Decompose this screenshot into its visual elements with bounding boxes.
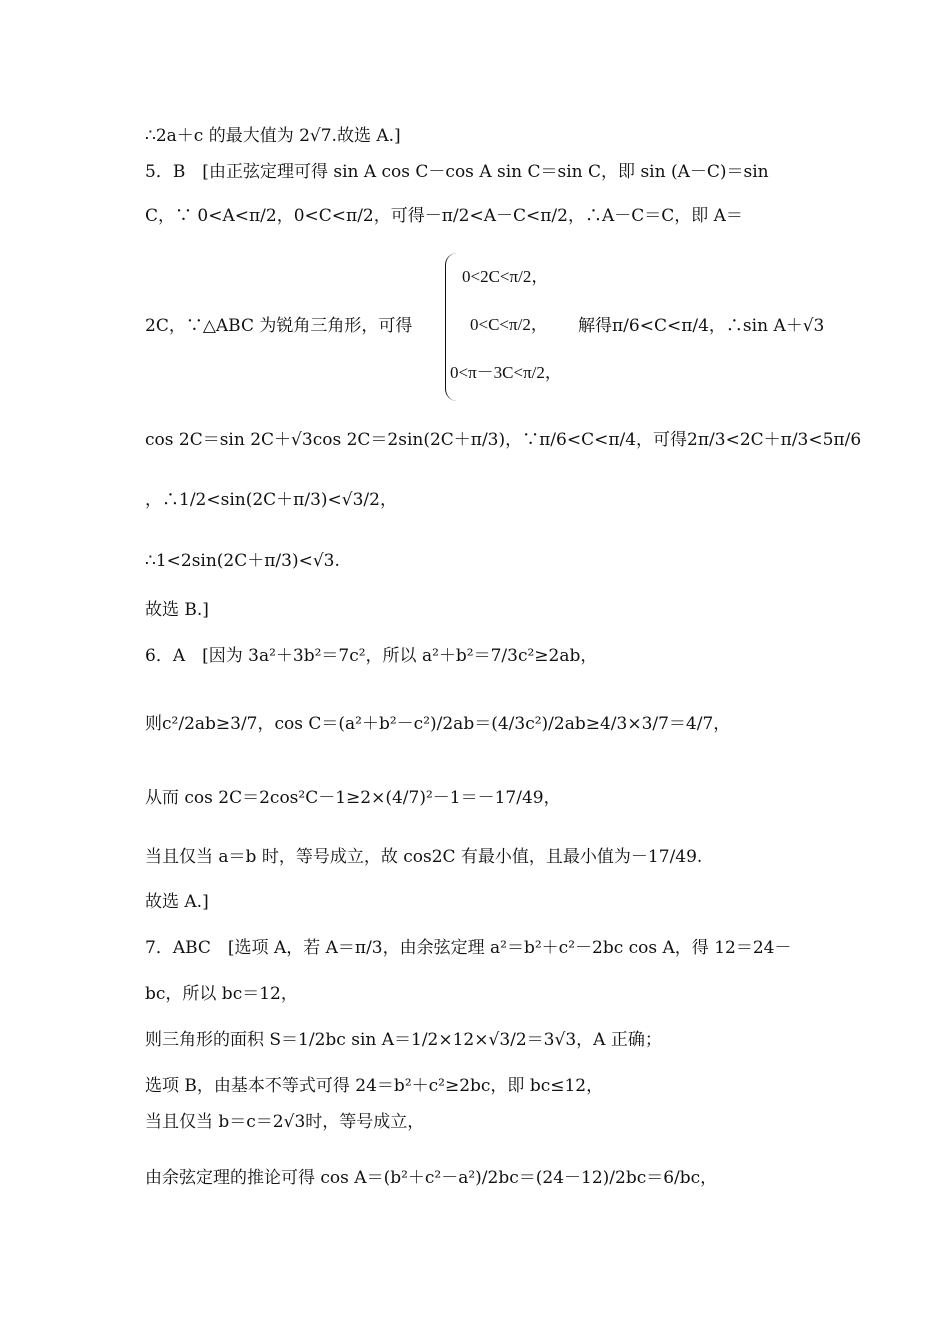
text-line-6 xyxy=(145,488,805,512)
text-line-18 xyxy=(145,1110,805,1134)
line-3-text: C，∵ 0<A<π/2，0<C<π/2，可得－π/2<A－C<π/2，∴A－C＝C，即 A＝ xyxy=(145,206,743,226)
text-line-8 xyxy=(145,598,805,622)
text-line-17 xyxy=(145,1074,805,1098)
text-line-12 xyxy=(145,845,805,869)
line-4-right: 解得π/6<C<π/4，∴sin A＋√3 xyxy=(578,316,825,336)
line-14-text: 7．ABC [选项 A，若 A＝π/3，由余弦定理 a²＝b²＋c²－2bc cos A，得 12＝24－ xyxy=(145,938,792,958)
text-line-9 xyxy=(145,644,805,668)
text-line-7 xyxy=(145,549,805,573)
text-line-1 xyxy=(145,124,805,148)
line-9-text: 6．A [因为 3a²＋3b²＝7c²，所以 a²＋b²＝7/3c²≥2ab， xyxy=(145,646,598,666)
line-12-text: 当且仅当 a＝b 时，等号成立，故 cos2C 有最小值，且最小值为－17/49. xyxy=(145,847,703,867)
line-4-left: 2C，∵△ABC 为锐角三角形，可得 xyxy=(145,316,413,336)
text-line-5 xyxy=(145,428,862,452)
text-line-3 xyxy=(145,204,805,228)
line-15-text: bc，所以 bc＝12， xyxy=(145,984,298,1004)
text-line-11 xyxy=(145,786,805,810)
case-2: 0<C<π/2， xyxy=(470,315,548,334)
line-19-text: 由余弦定理的推论可得 cos A＝(b²＋c²－a²)/2bc＝(24－12)/2bc＝6/bc， xyxy=(145,1168,718,1188)
line-6-text: ，∴1/2<sin(2C＋π/3)<√3/2， xyxy=(145,490,397,510)
text-line-10 xyxy=(145,712,805,736)
text-line-4-right xyxy=(578,314,825,338)
text-line-19 xyxy=(145,1166,805,1190)
line-18-text: 当且仅当 b＝c＝2√3时，等号成立， xyxy=(145,1112,425,1132)
case-1: 0<2C<π/2， xyxy=(462,267,549,286)
text-line-13 xyxy=(145,890,805,914)
line-11-text: 从而 cos 2C＝2cos²C－1≥2×(4/7)²－1＝－17/49， xyxy=(145,788,561,808)
line-13-text: 故选 A.] xyxy=(145,892,209,912)
text-line-16 xyxy=(145,1028,805,1052)
line-5-text: cos 2C＝sin 2C＋√3cos 2C＝2sin(2C＋π/3)，∵π/6<C<π/4，可得2π/3<2C＋π/3<5π/6 xyxy=(145,430,862,450)
case-3: 0<π－3C<π/2， xyxy=(450,363,562,382)
text-line-2 xyxy=(145,160,805,184)
text-line-15 xyxy=(145,982,805,1006)
line-2-text: 5．B [由正弦定理可得 sin A cos C－cos A sin C＝sin C，即 sin (A－C)＝sin xyxy=(145,162,769,182)
line-16-text: 则三角形的面积 S＝1/2bc sin A＝1/2×12×√3/2＝3√3，A 正确； xyxy=(145,1030,662,1050)
line-10-text: 则c²/2ab≥3/7，cos C＝(a²＋b²－c²)/2ab＝(4/3c²)/2ab≥4/3×3/7＝4/7， xyxy=(145,714,731,734)
line-7-text: ∴1<2sin(2C＋π/3)<√3. xyxy=(145,551,340,571)
text-line-14 xyxy=(145,936,805,960)
line-1-text: ∴2a＋c 的最大值为 2√7.故选 A.] xyxy=(145,126,401,146)
line-8-text: 故选 B.] xyxy=(145,600,209,620)
line-17-text: 选项 B，由基本不等式可得 24＝b²＋c²≥2bc，即 bc≤12， xyxy=(145,1076,604,1096)
